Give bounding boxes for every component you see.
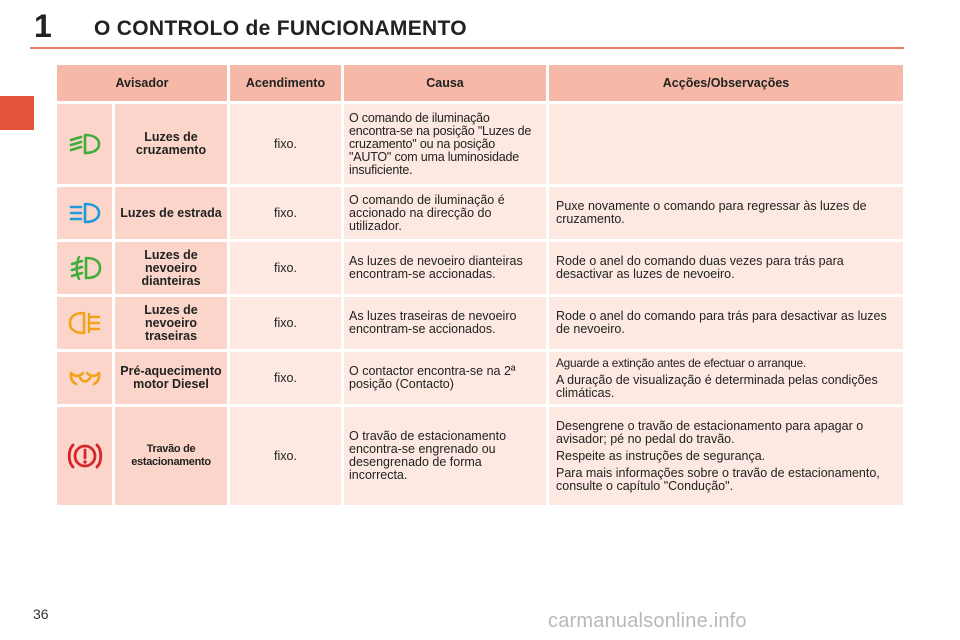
action-cell xyxy=(549,187,903,239)
light-name: Luzes de estrada xyxy=(115,187,230,239)
light-name: Luzes de cruzamento xyxy=(115,104,230,184)
cause-text: O comando de iluminação encontra-se na posição "Luzes de cruzamento" ou na posição "AUTO" com uma luminosidade insuficiente. xyxy=(344,104,549,184)
high-beam-icon xyxy=(68,201,102,225)
table-row xyxy=(57,407,903,505)
icon-cell xyxy=(57,242,115,294)
action-text: Para mais informações sobre o travão de estacionamento, consulte o capítulo "Condução". xyxy=(556,465,880,493)
header-avisador: Avisador xyxy=(57,65,230,101)
rear-fog-icon xyxy=(68,310,102,336)
icon-cell xyxy=(57,104,115,184)
icon-cell xyxy=(57,297,115,349)
lit-status: fixo. xyxy=(230,407,344,505)
action-text: A duração de visualização é determinada pelas condições climáticas. xyxy=(556,372,878,400)
table-row xyxy=(57,187,903,239)
action-cell xyxy=(549,104,903,184)
lit-status: fixo. xyxy=(230,242,344,294)
action-text: Puxe novamente o comando para regressar às luzes de cruzamento. xyxy=(556,199,867,226)
page-number: 36 xyxy=(33,606,49,622)
chapter-tab xyxy=(0,96,34,130)
cause-text: As luzes de nevoeiro dianteiras encontram-se accionadas. xyxy=(344,242,549,294)
table-row xyxy=(57,104,903,184)
action-text: Respeite as instruções de segurança. xyxy=(556,448,766,463)
icon-cell xyxy=(57,352,115,404)
table-row xyxy=(57,297,903,349)
light-name: Travão de estacionamento xyxy=(115,407,230,505)
front-fog-icon xyxy=(68,255,102,281)
header-accoes: Acções/Observações xyxy=(549,65,903,101)
table-row xyxy=(57,242,903,294)
lit-status: fixo. xyxy=(230,297,344,349)
lit-status: fixo. xyxy=(230,104,344,184)
watermark: carmanualsonline.info xyxy=(548,610,747,632)
action-cell xyxy=(549,407,903,505)
glow-plug-icon xyxy=(68,367,102,389)
light-name: Luzes de nevoeiro traseiras xyxy=(115,297,230,349)
cause-text: O travão de estacionamento encontra-se engrenado ou desengrenado de forma incorrecta. xyxy=(344,407,549,505)
light-name: Pré-aquecimento motor Diesel xyxy=(115,352,230,404)
action-text: Rode o anel do comando duas vezes para trás para desactivar as luzes de nevoeiro. xyxy=(556,254,844,281)
action-cell xyxy=(549,297,903,349)
low-beam-icon xyxy=(68,132,102,156)
title-divider xyxy=(30,47,904,49)
action-cell xyxy=(549,242,903,294)
lit-status: fixo. xyxy=(230,187,344,239)
light-name: Luzes de nevoeiro dianteiras xyxy=(115,242,230,294)
parking-brake-icon xyxy=(65,440,105,472)
page-title: O CONTROLO de FUNCIONAMENTO xyxy=(94,17,467,40)
lit-status: fixo. xyxy=(230,352,344,404)
cause-text: O contactor encontra-se na 2ª posição (Contacto) xyxy=(344,352,549,404)
warning-lights-table xyxy=(57,62,903,508)
table-header-row xyxy=(57,65,903,101)
icon-cell xyxy=(57,187,115,239)
table-row xyxy=(57,352,903,404)
action-text: Rode o anel do comando para trás para desactivar as luzes de nevoeiro. xyxy=(556,309,887,336)
action-text: Aguarde a extinção antes de efectuar o arranque. xyxy=(556,355,807,370)
cause-text: O comando de iluminação é accionado na direcção do utilizador. xyxy=(344,187,549,239)
icon-cell xyxy=(57,407,115,505)
action-cell xyxy=(549,352,903,404)
header-acendimento: Acendimento xyxy=(230,65,344,101)
cause-text: As luzes traseiras de nevoeiro encontram-se accionados. xyxy=(344,297,549,349)
action-text: Desengrene o travão de estacionamento para apagar o avisador; pé no pedal do travão. xyxy=(556,418,864,446)
header-causa: Causa xyxy=(344,65,549,101)
chapter-number: 1 xyxy=(34,8,52,44)
